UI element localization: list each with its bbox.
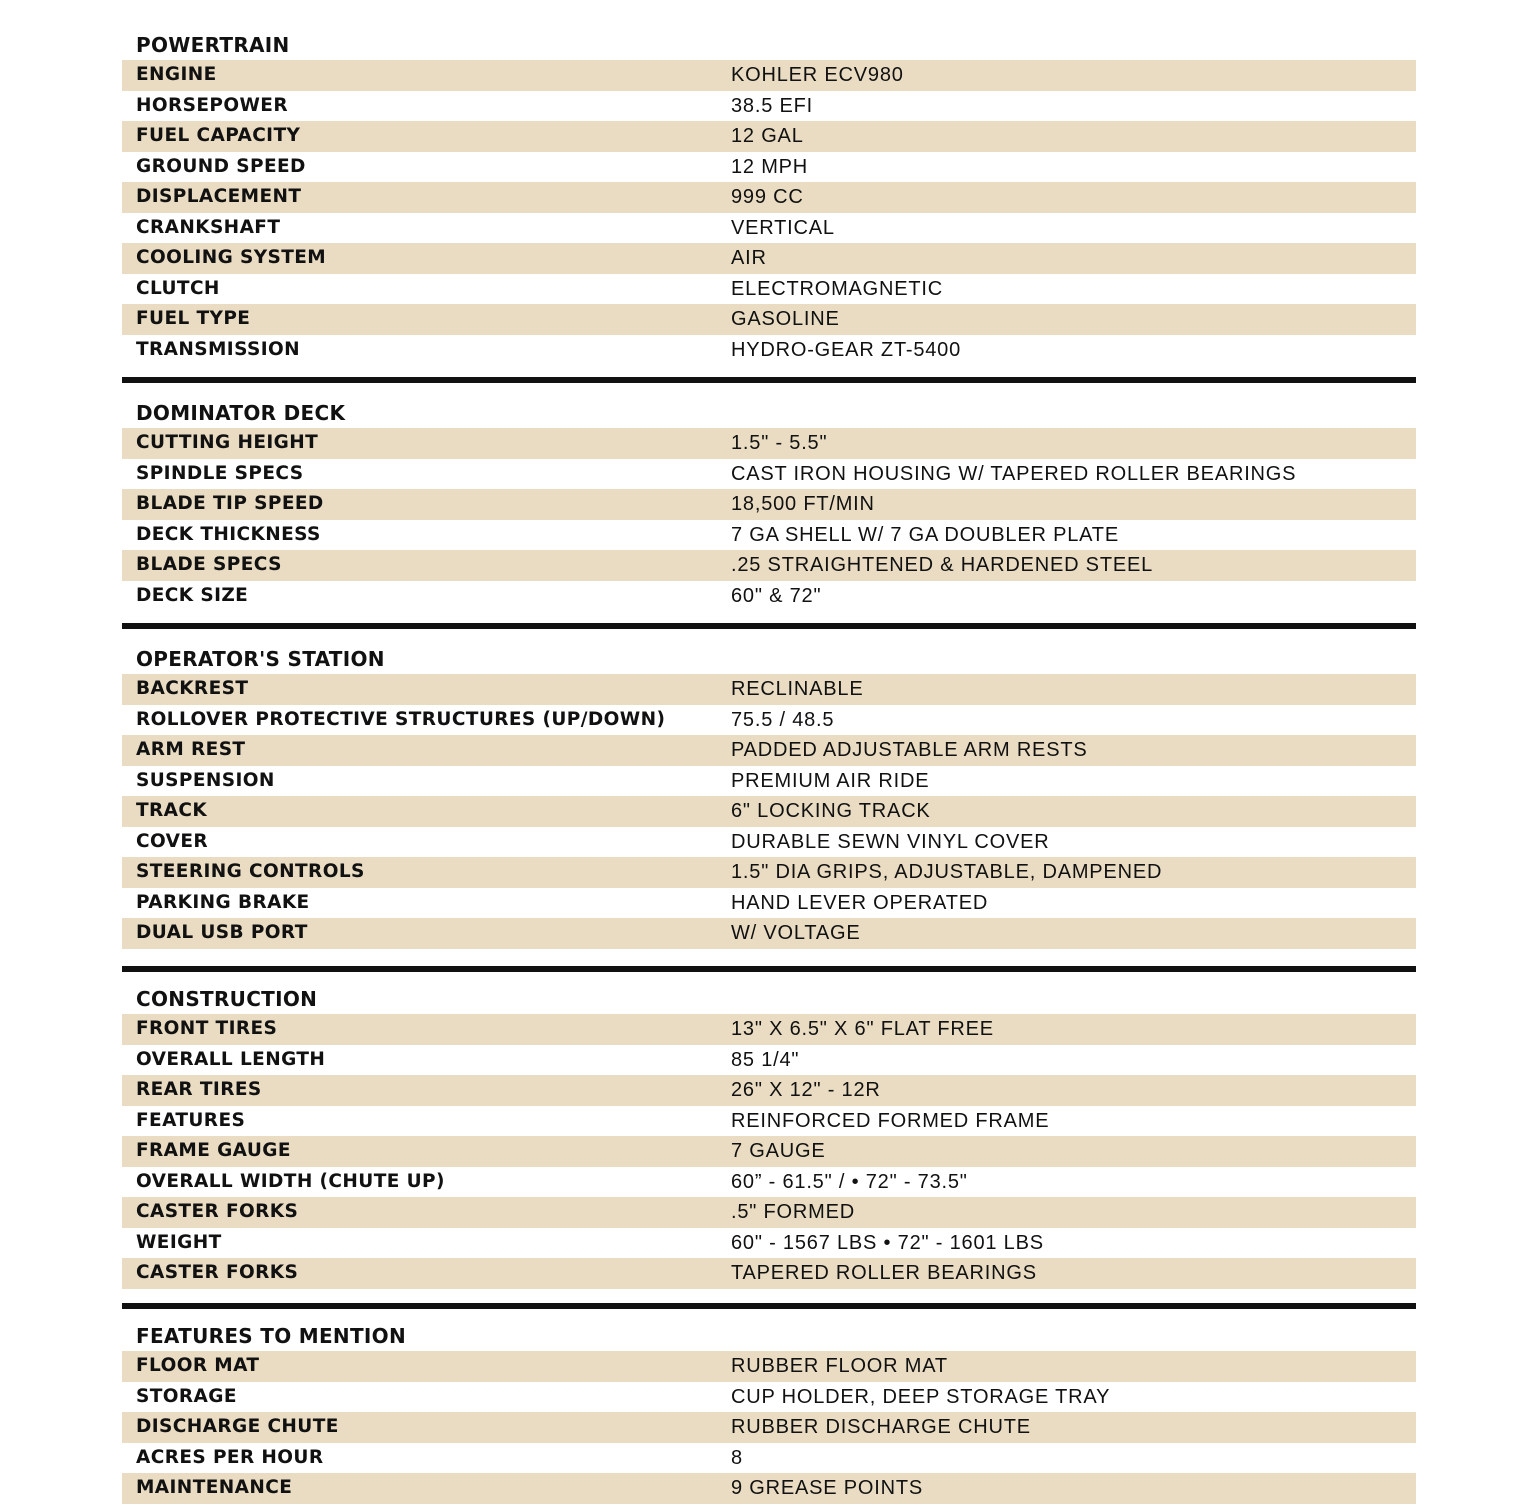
spec-row-overall-length <box>122 1045 1416 1076</box>
section-title: DOMINATOR DECK <box>136 401 346 425</box>
spec-label: REAR TIRES <box>136 1079 262 1100</box>
spec-value: 60" & 72" <box>731 584 822 607</box>
spec-label: STEERING CONTROLS <box>136 861 365 882</box>
spec-row-blade-tip-speed <box>122 489 1416 520</box>
spec-value: .5" FORMED <box>731 1201 855 1223</box>
spec-value: 38.5 EFI <box>731 94 813 117</box>
spec-value: CAST IRON HOUSING W/ TAPERED ROLLER BEARINGS <box>731 462 1297 485</box>
spec-value: TAPERED ROLLER BEARINGS <box>731 1262 1037 1284</box>
spec-row-steering-controls <box>122 857 1416 888</box>
spec-row-clutch <box>122 274 1416 305</box>
spec-value: 13" X 6.5" X 6" FLAT FREE <box>731 1018 994 1040</box>
spec-row-arm-rest <box>122 735 1416 766</box>
spec-row-caster-forks <box>122 1197 1416 1228</box>
spec-label: FEATURES <box>136 1109 246 1131</box>
spec-label: DISCHARGE CHUTE <box>136 1416 339 1437</box>
spec-label: CLUTCH <box>136 277 220 299</box>
spec-row-frame-gauge <box>122 1136 1416 1167</box>
spec-row-deck-size <box>122 581 1416 612</box>
spec-label: FLOOR MAT <box>136 1355 260 1376</box>
spec-row-discharge-chute <box>122 1412 1416 1443</box>
spec-value: 8 <box>731 1446 743 1469</box>
spec-label: BLADE SPECS <box>136 554 282 575</box>
spec-value: HAND LEVER OPERATED <box>731 891 989 914</box>
spec-value: 75.5 / 48.5 <box>731 708 835 731</box>
spec-label: OVERALL WIDTH (CHUTE UP) <box>136 1170 445 1192</box>
spec-value: CUP HOLDER, DEEP STORAGE TRAY <box>731 1385 1111 1408</box>
spec-label: DECK THICKNESS <box>136 523 321 545</box>
spec-row-cutting-height <box>122 428 1416 459</box>
spec-value: .25 STRAIGHTENED & HARDENED STEEL <box>731 554 1154 576</box>
spec-row-caster-forks <box>122 1258 1416 1289</box>
spec-value: 12 MPH <box>731 155 809 178</box>
spec-label: SPINDLE SPECS <box>136 462 304 484</box>
spec-value: KOHLER ECV980 <box>731 64 904 86</box>
spec-value: RECLINABLE <box>731 678 864 700</box>
spec-label: ACRES PER HOUR <box>136 1446 324 1468</box>
spec-value: 1.5" - 5.5" <box>731 432 828 454</box>
spec-value: 7 GAUGE <box>731 1140 826 1162</box>
section-divider <box>122 1303 1416 1309</box>
spec-row-maintenance <box>122 1473 1416 1504</box>
spec-value: RUBBER DISCHARGE CHUTE <box>731 1416 1031 1438</box>
spec-row-parking-brake <box>122 888 1416 919</box>
spec-value: PREMIUM AIR RIDE <box>731 769 930 792</box>
spec-value: GASOLINE <box>731 308 840 330</box>
section-divider <box>122 623 1416 629</box>
spec-row-track <box>122 796 1416 827</box>
spec-label: COVER <box>136 830 209 852</box>
spec-value: 18,500 FT/MIN <box>731 493 875 515</box>
spec-row-horsepower <box>122 91 1416 122</box>
spec-row-rollover-protective-structures-up-down <box>122 705 1416 736</box>
spec-label: PARKING BRAKE <box>136 891 310 913</box>
spec-row-storage <box>122 1382 1416 1413</box>
spec-label: CUTTING HEIGHT <box>136 432 319 453</box>
spec-value: 26" X 12" - 12R <box>731 1079 881 1101</box>
spec-row-transmission <box>122 335 1416 366</box>
spec-value: 6" LOCKING TRACK <box>731 800 931 822</box>
spec-value: 999 CC <box>731 186 804 208</box>
spec-row-fuel-type <box>122 304 1416 335</box>
spec-row-front-tires <box>122 1014 1416 1045</box>
spec-value: 7 GA SHELL W/ 7 GA DOUBLER PLATE <box>731 523 1119 546</box>
spec-row-acres-per-hour <box>122 1443 1416 1474</box>
spec-label: SUSPENSION <box>136 769 275 791</box>
section-title: CONSTRUCTION <box>136 987 318 1011</box>
spec-row-displacement <box>122 182 1416 213</box>
section-operator-s-station <box>122 644 1416 949</box>
spec-value: 9 GREASE POINTS <box>731 1477 924 1499</box>
spec-label: CASTER FORKS <box>136 1201 299 1222</box>
spec-label: TRACK <box>136 800 208 821</box>
spec-label: CRANKSHAFT <box>136 216 281 238</box>
spec-label: FUEL TYPE <box>136 308 251 329</box>
spec-row-floor-mat <box>122 1351 1416 1382</box>
spec-row-ground-speed <box>122 152 1416 183</box>
spec-label: MAINTENANCE <box>136 1477 293 1498</box>
spec-value: PADDED ADJUSTABLE ARM RESTS <box>731 739 1088 761</box>
spec-row-backrest <box>122 674 1416 705</box>
spec-row-deck-thickness <box>122 520 1416 551</box>
spec-label: COOLING SYSTEM <box>136 247 327 268</box>
spec-label: WEIGHT <box>136 1231 222 1253</box>
spec-value: ELECTROMAGNETIC <box>731 277 944 300</box>
spec-value: REINFORCED FORMED FRAME <box>731 1109 1050 1132</box>
spec-value: W/ VOLTAGE <box>731 922 861 944</box>
spec-label: HORSEPOWER <box>136 94 288 116</box>
spec-label: DECK SIZE <box>136 584 249 606</box>
spec-label: ARM REST <box>136 739 246 760</box>
spec-row-dual-usb-port <box>122 918 1416 949</box>
spec-label: FRAME GAUGE <box>136 1140 291 1161</box>
spec-label: BACKREST <box>136 678 249 699</box>
spec-row-features <box>122 1106 1416 1137</box>
spec-label: FRONT TIRES <box>136 1018 278 1039</box>
spec-label: FUEL CAPACITY <box>136 125 301 146</box>
spec-row-fuel-capacity <box>122 121 1416 152</box>
spec-row-blade-specs <box>122 550 1416 581</box>
spec-value: RUBBER FLOOR MAT <box>731 1355 948 1377</box>
section-title: OPERATOR'S STATION <box>136 647 385 671</box>
spec-value: VERTICAL <box>731 216 835 239</box>
spec-label: STORAGE <box>136 1385 237 1407</box>
spec-label: TRANSMISSION <box>136 338 300 360</box>
spec-label: ROLLOVER PROTECTIVE STRUCTURES (UP/DOWN) <box>136 708 666 730</box>
section-dominator-deck <box>122 398 1416 611</box>
section-construction <box>122 984 1416 1289</box>
section-features-to-mention <box>122 1321 1416 1504</box>
spec-value: AIR <box>731 247 767 269</box>
spec-label: OVERALL LENGTH <box>136 1048 326 1070</box>
spec-row-overall-width-chute-up <box>122 1167 1416 1198</box>
section-divider <box>122 377 1416 383</box>
spec-value: 60" - 1567 LBS • 72" - 1601 LBS <box>731 1231 1044 1254</box>
spec-value: 85 1/4" <box>731 1048 800 1071</box>
spec-label: DUAL USB PORT <box>136 922 308 943</box>
spec-row-cover <box>122 827 1416 858</box>
section-powertrain <box>122 30 1416 365</box>
spec-label: DISPLACEMENT <box>136 186 302 207</box>
spec-label: CASTER FORKS <box>136 1262 299 1283</box>
spec-value: 60” - 61.5" / • 72" - 73.5" <box>731 1170 968 1193</box>
spec-row-engine <box>122 60 1416 91</box>
section-title: FEATURES TO MENTION <box>136 1324 406 1348</box>
spec-row-crankshaft <box>122 213 1416 244</box>
spec-row-cooling-system <box>122 243 1416 274</box>
spec-value: HYDRO-GEAR ZT-5400 <box>731 338 962 361</box>
spec-row-rear-tires <box>122 1075 1416 1106</box>
spec-value: 12 GAL <box>731 125 804 147</box>
spec-label: ENGINE <box>136 64 217 85</box>
spec-label: GROUND SPEED <box>136 155 306 177</box>
spec-label: BLADE TIP SPEED <box>136 493 324 514</box>
spec-value: DURABLE SEWN VINYL COVER <box>731 830 1050 853</box>
section-divider <box>122 966 1416 972</box>
spec-row-suspension <box>122 766 1416 797</box>
spec-value: 1.5" DIA GRIPS, ADJUSTABLE, DAMPENED <box>731 861 1163 883</box>
spec-row-weight <box>122 1228 1416 1259</box>
spec-row-spindle-specs <box>122 459 1416 490</box>
section-title: POWERTRAIN <box>136 33 290 57</box>
